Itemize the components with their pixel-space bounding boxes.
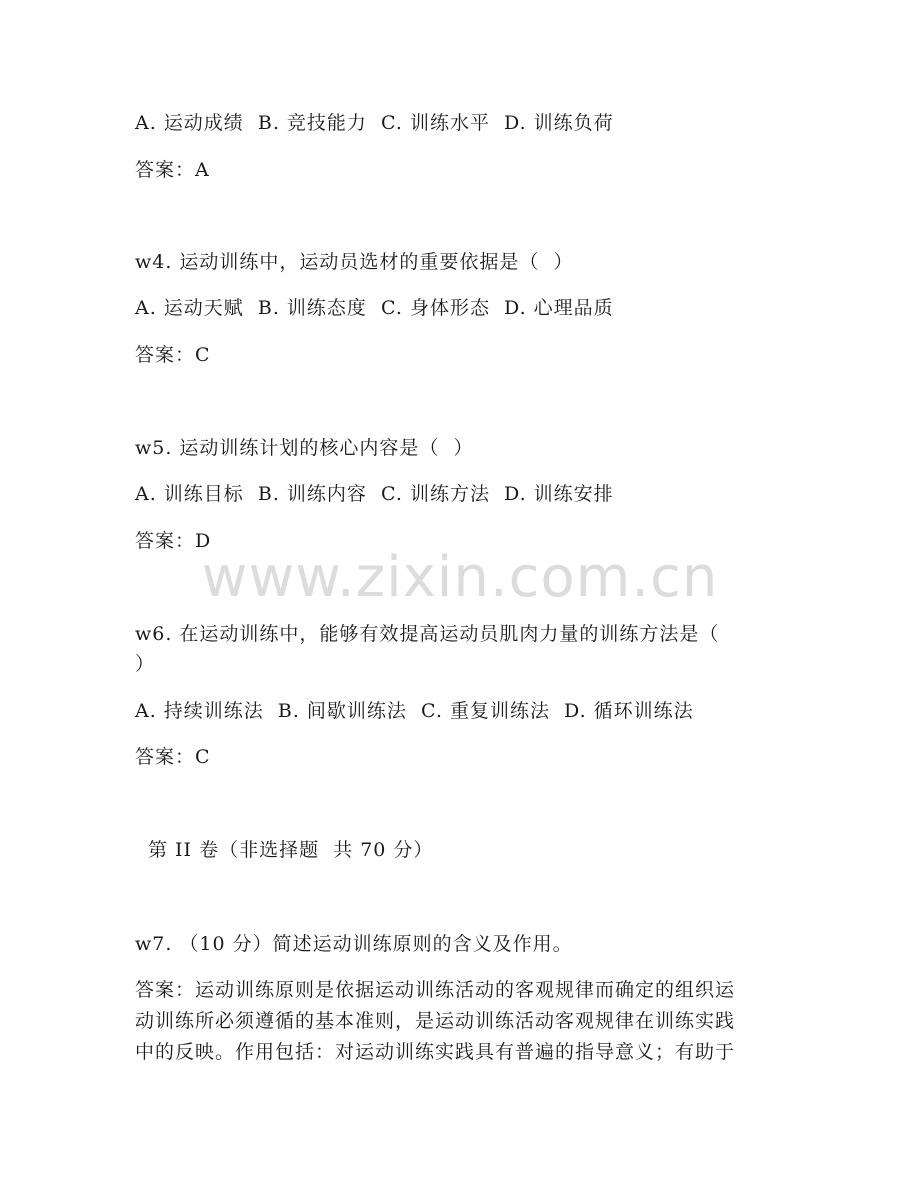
- q7-stem: w7. （10 分）简述运动训练原则的含义及作用。: [135, 933, 573, 955]
- watermark: www.zixin.com.cn: [201, 545, 719, 610]
- q6-stem-line2: ）: [135, 653, 156, 675]
- q4-stem: w4. 运动训练中，运动员选材的重要依据是（ ）: [135, 251, 574, 273]
- section-title: 第 II 卷（非选择题 共 70 分）: [148, 839, 434, 861]
- q6-options: A. 持续训练法 B. 间歇训练法 C. 重复训练法 D. 循环训练法: [135, 700, 694, 722]
- q7-answer-line1: 答案：运动训练原则是依据运动训练活动的客观规律而确定的组织运: [135, 979, 736, 1001]
- q3-answer: 答案：A: [135, 159, 210, 181]
- q6-stem-line1: w6. 在运动训练中，能够有效提高运动员肌肉力量的训练方法是（: [135, 623, 720, 645]
- q3-options: A. 运动成绩 B. 竞技能力 C. 训练水平 D. 训练负荷: [135, 112, 614, 134]
- q6-answer: 答案：C: [135, 746, 211, 768]
- q4-options: A. 运动天赋 B. 训练态度 C. 身体形态 D. 心理品质: [135, 297, 614, 319]
- q7-answer-line2: 动训练所必须遵循的基本准则，是运动训练活动客观规律在训练实践: [135, 1010, 736, 1032]
- q5-answer: 答案：D: [135, 530, 212, 552]
- q5-stem: w5. 运动训练计划的核心内容是（ ）: [135, 437, 474, 459]
- q7-answer-line3: 中的反映。作用包括：对运动训练实践具有普遍的指导意义；有助于: [135, 1041, 736, 1063]
- q4-answer: 答案：C: [135, 344, 211, 366]
- q5-options: A. 训练目标 B. 训练内容 C. 训练方法 D. 训练安排: [135, 483, 614, 505]
